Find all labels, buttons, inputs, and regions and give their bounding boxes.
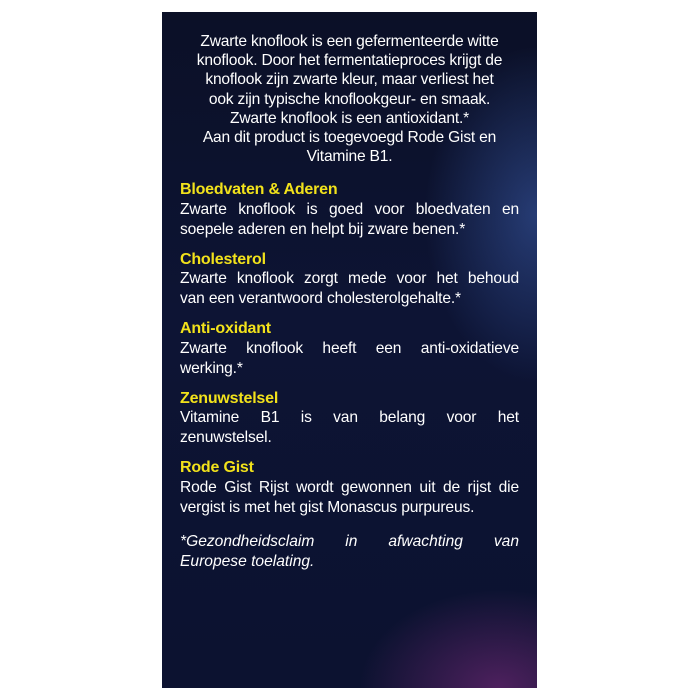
section-heading: Zenuwstelsel <box>180 389 279 407</box>
section-line: Zwarte knoflook heeft een anti-oxidatieve <box>180 339 519 357</box>
section-body <box>180 269 519 309</box>
section-line: Zwarte knoflook is goed voor bloedvaten en <box>180 200 519 218</box>
section-line: Vitamine B1 is van belang voor het <box>180 409 519 427</box>
section-line: Rode Gist Rijst wordt gewonnen uit de rijst die <box>180 478 519 496</box>
section-line: vergist is met het gist Monascus purpureus. <box>180 498 475 516</box>
section-body <box>180 408 519 448</box>
section-line: zenuwstelsel. <box>180 429 272 447</box>
section-line: van een verantwoord cholesterolgehalte.* <box>180 290 461 308</box>
footnote-line: Europese toelating. <box>180 552 315 570</box>
intro-line: Zwarte knoflook is een antioxidant.* <box>230 109 469 127</box>
section-heading: Anti-oxidant <box>180 320 271 338</box>
section-body <box>180 478 519 518</box>
section-line: Zwarte knoflook zorgt mede voor het behoud <box>180 270 519 288</box>
section-line: soepele aderen en helpt bij zware benen.* <box>180 220 466 238</box>
section-heading: Bloedvaten & Aderen <box>180 181 338 199</box>
intro-line: Vitamine B1. <box>306 148 393 166</box>
intro-line: knoflook zijn zwarte kleur, maar verliest het <box>205 71 494 89</box>
section-anti-oxidant <box>180 319 519 379</box>
footnote <box>180 532 519 572</box>
product-info-panel <box>162 12 537 688</box>
intro-line: knoflook. Door het fermentatieproces krijgt de <box>196 52 503 70</box>
section-cholesterol <box>180 250 519 310</box>
footnote-line: *Gezondheidsclaim in afwachting van <box>180 532 519 550</box>
intro-text <box>180 32 519 166</box>
section-heading: Cholesterol <box>180 250 266 268</box>
section-rode-gist <box>180 458 519 518</box>
intro-line: ook zijn typische knoflookgeur- en smaak. <box>208 90 491 108</box>
section-bloedvaten <box>180 180 519 240</box>
section-body <box>180 200 519 240</box>
intro-line: Aan dit product is toegevoegd Rode Gist en <box>202 129 497 147</box>
intro-line: Zwarte knoflook is een gefermenteerde witte <box>200 33 499 50</box>
section-zenuwstelsel <box>180 389 519 449</box>
section-heading: Rode Gist <box>180 459 254 477</box>
section-body <box>180 339 519 379</box>
section-line: werking.* <box>180 359 243 377</box>
